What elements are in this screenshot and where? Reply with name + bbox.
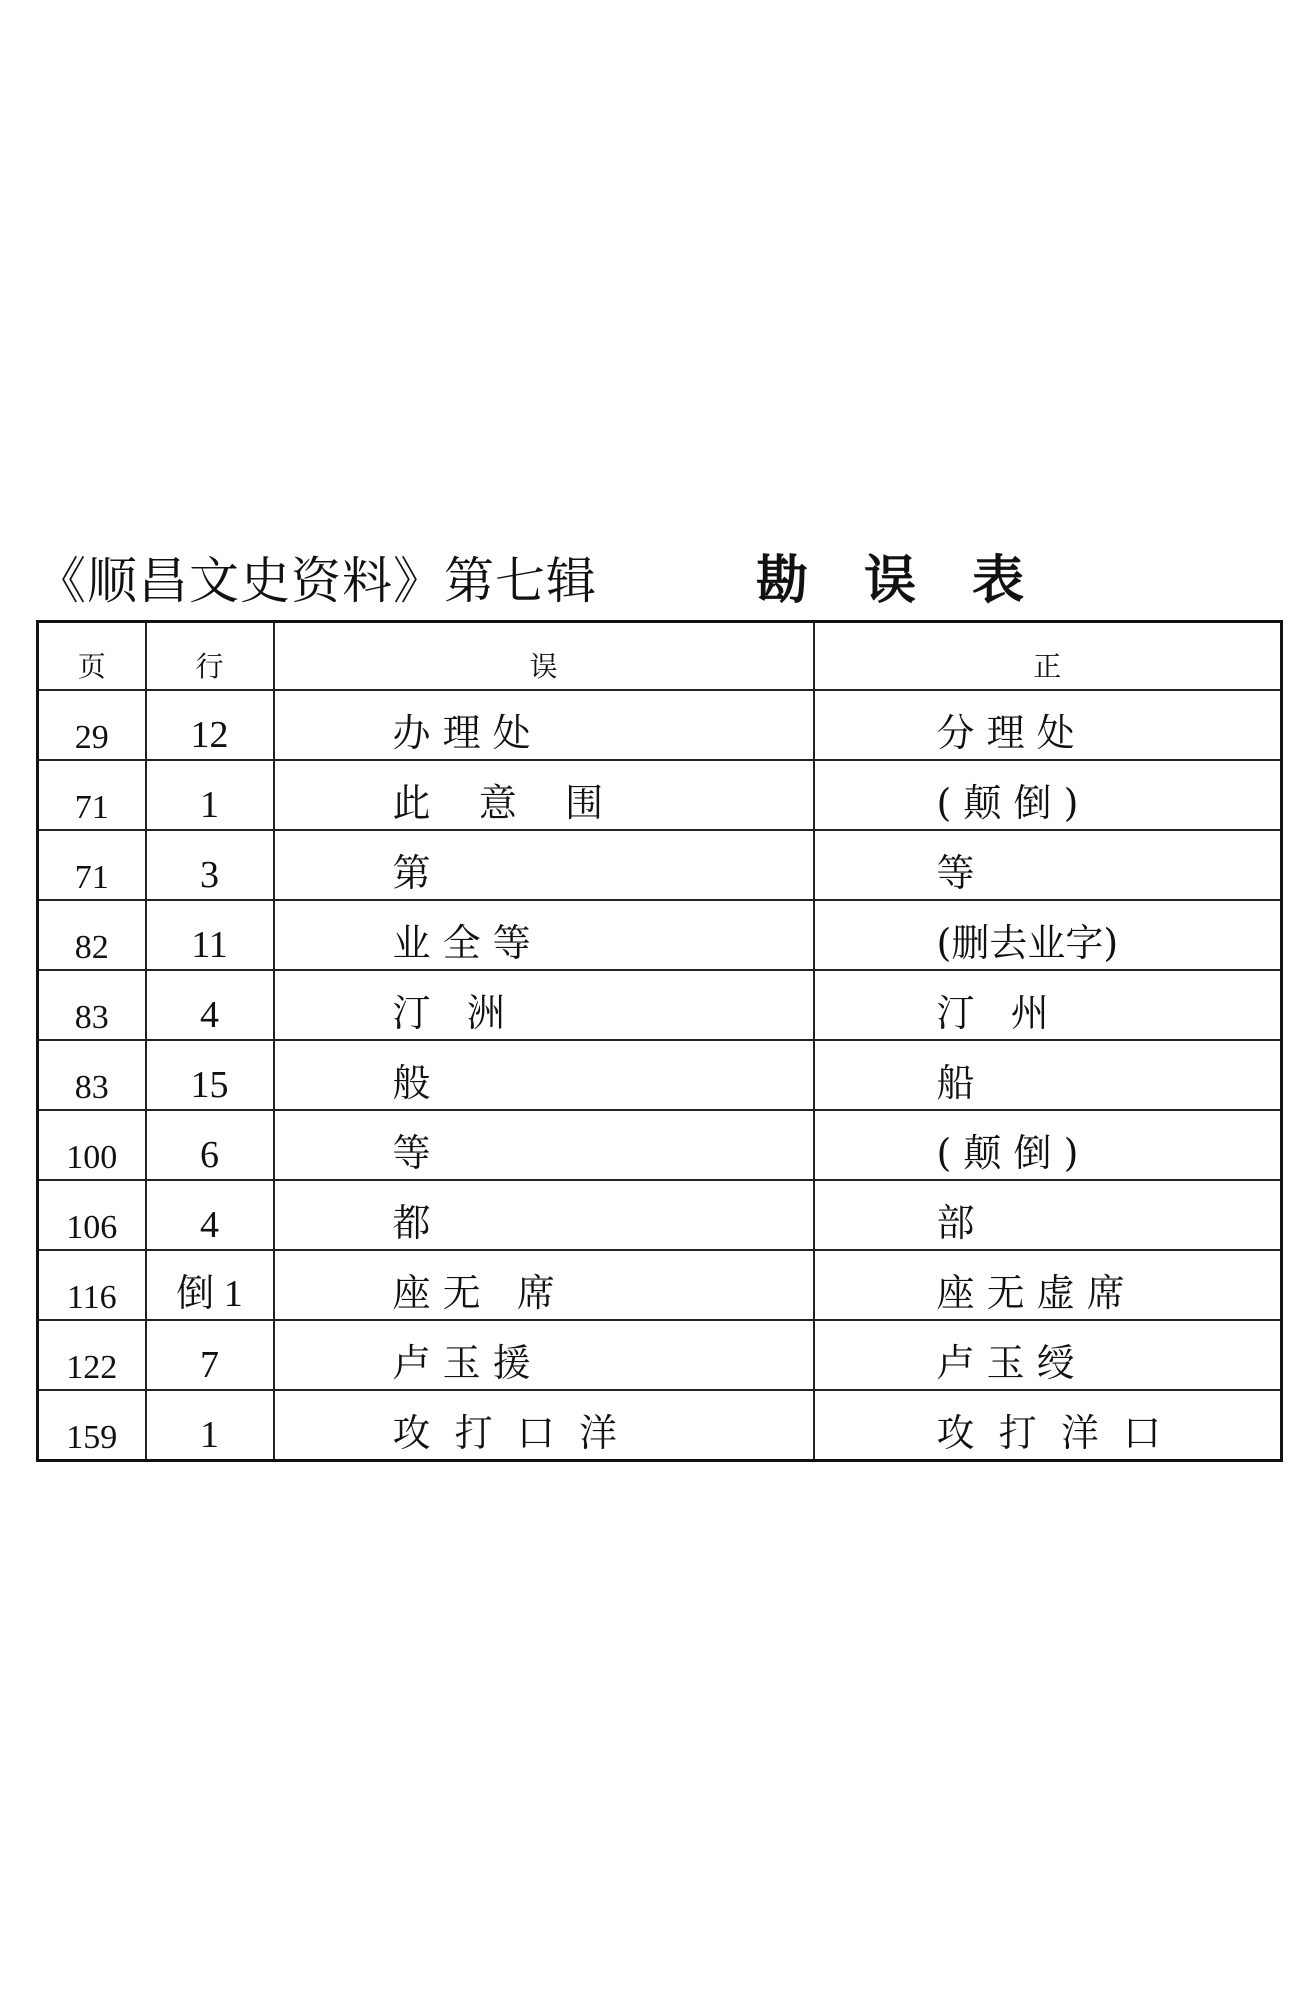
correct-text-cell: 等 <box>814 830 1282 900</box>
wrong-text-cell: 般 <box>274 1040 814 1110</box>
errata-table <box>36 620 1283 1462</box>
table-row <box>38 900 1282 970</box>
table-row <box>38 1110 1282 1180</box>
wrong-text-cell: 第 <box>274 830 814 900</box>
column-header-right: 正 <box>814 622 1282 691</box>
wrong-text-cell: 此 意 围 <box>274 760 814 830</box>
correct-text-cell: 卢 玉 绶 <box>814 1320 1282 1390</box>
wrong-text-cell: 都 <box>274 1180 814 1250</box>
wrong-text-cell: 卢 玉 援 <box>274 1320 814 1390</box>
table-header-row <box>38 622 1282 691</box>
document-title: 勘误表 <box>756 551 1081 611</box>
table-row <box>38 1040 1282 1110</box>
line-cell: 12 <box>146 690 274 760</box>
column-header-line: 行 <box>146 622 274 691</box>
correct-text-cell: 船 <box>814 1040 1282 1110</box>
line-cell: 3 <box>146 830 274 900</box>
line-cell: 6 <box>146 1110 274 1180</box>
page-cell: 29 <box>38 690 146 760</box>
correct-text-cell: 攻 打 洋 口 <box>814 1390 1282 1461</box>
page-cell: 71 <box>38 760 146 830</box>
line-cell: 7 <box>146 1320 274 1390</box>
header <box>36 545 1276 617</box>
wrong-text-cell: 汀 洲 <box>274 970 814 1040</box>
correct-text-cell: ( 颠 倒 ) <box>814 1110 1282 1180</box>
table-row <box>38 1180 1282 1250</box>
page-cell: 82 <box>38 900 146 970</box>
line-cell: 11 <box>146 900 274 970</box>
correct-text-cell: ( 颠 倒 ) <box>814 760 1282 830</box>
table-row <box>38 970 1282 1040</box>
table-row <box>38 830 1282 900</box>
line-cell: 15 <box>146 1040 274 1110</box>
correct-text-cell: (删去业字) <box>814 900 1282 970</box>
table-row <box>38 1390 1282 1461</box>
wrong-text-cell: 座 无 席 <box>274 1250 814 1320</box>
table-row <box>38 690 1282 760</box>
page-cell: 83 <box>38 970 146 1040</box>
correct-text-cell: 座 无 虚 席 <box>814 1250 1282 1320</box>
table-row <box>38 760 1282 830</box>
correct-text-cell: 部 <box>814 1180 1282 1250</box>
line-cell: 倒 1 <box>146 1250 274 1320</box>
line-cell: 1 <box>146 1390 274 1461</box>
page-cell: 71 <box>38 830 146 900</box>
correct-text-cell: 分 理 处 <box>814 690 1282 760</box>
line-cell: 4 <box>146 970 274 1040</box>
correct-text-cell: 汀 州 <box>814 970 1282 1040</box>
table-row <box>38 1320 1282 1390</box>
wrong-text-cell: 等 <box>274 1110 814 1180</box>
page-cell: 100 <box>38 1110 146 1180</box>
wrong-text-cell: 攻 打 口 洋 <box>274 1390 814 1461</box>
page-cell: 159 <box>38 1390 146 1461</box>
column-header-wrong: 误 <box>274 622 814 691</box>
table-row <box>38 1250 1282 1320</box>
series-title: 《顺昌文史资料》第七辑 <box>36 552 597 610</box>
column-header-page: 页 <box>38 622 146 691</box>
wrong-text-cell: 业 全 等 <box>274 900 814 970</box>
wrong-text-cell: 办 理 处 <box>274 690 814 760</box>
page-cell: 83 <box>38 1040 146 1110</box>
line-cell: 4 <box>146 1180 274 1250</box>
page-cell: 106 <box>38 1180 146 1250</box>
page-cell: 116 <box>38 1250 146 1320</box>
line-cell: 1 <box>146 760 274 830</box>
page-cell: 122 <box>38 1320 146 1390</box>
